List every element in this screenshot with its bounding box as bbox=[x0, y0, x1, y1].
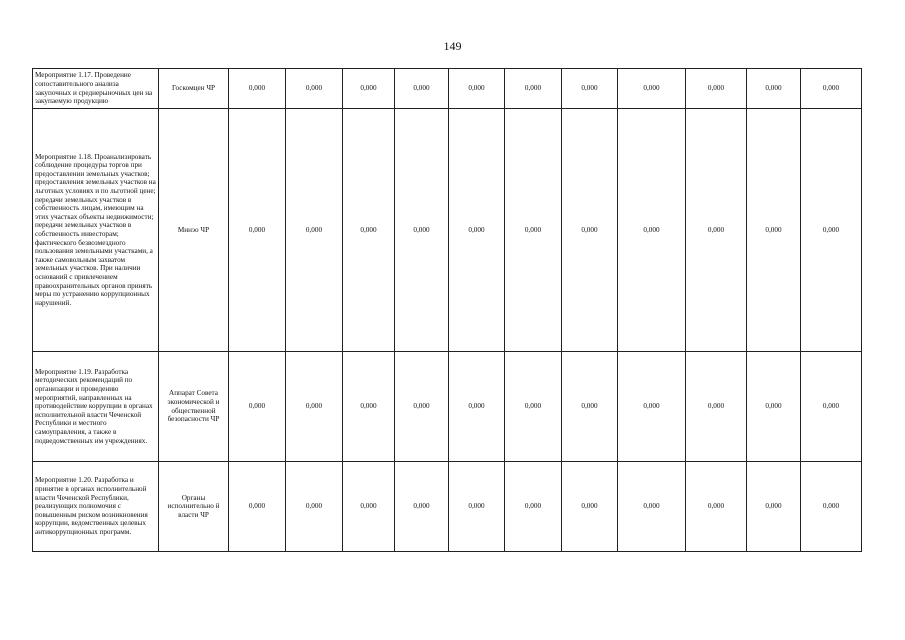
funding-value-cell: 0,000 bbox=[449, 109, 505, 352]
funding-value-cell: 0,000 bbox=[747, 109, 801, 352]
event-cell: Мероприятие 1.17. Проведение сопоставительного анализа закупочных и среднерыночных цен на закупаемую продукцию bbox=[33, 69, 159, 109]
funding-value-cell: 0,000 bbox=[286, 462, 343, 552]
funding-value-cell: 0,000 bbox=[562, 352, 618, 462]
funding-value-cell: 0,000 bbox=[801, 352, 862, 462]
funding-value-cell: 0,000 bbox=[618, 462, 686, 552]
funding-value-cell: 0,000 bbox=[747, 69, 801, 109]
funding-value-cell: 0,000 bbox=[286, 109, 343, 352]
funding-value-cell: 0,000 bbox=[618, 109, 686, 352]
event-cell: Мероприятие 1.20. Разработка и принятие в органах исполнительной власти Чеченской Республики, реализующих полномочия с повышенным риском возникновения коррупции, ведомственных целевых антикоррупционных программ. bbox=[33, 462, 159, 552]
funding-value-cell: 0,000 bbox=[343, 462, 395, 552]
executor-cell: Аппарат Совета экономической и общественной безопасности ЧР bbox=[159, 352, 229, 462]
executor-cell: Минэо ЧР bbox=[159, 109, 229, 352]
page-number: 149 bbox=[443, 39, 462, 53]
funding-value-cell: 0,000 bbox=[229, 462, 286, 552]
funding-value-cell: 0,000 bbox=[801, 69, 862, 109]
table-row bbox=[33, 109, 862, 352]
funding-value-cell: 0,000 bbox=[286, 69, 343, 109]
funding-value-cell: 0,000 bbox=[229, 109, 286, 352]
funding-value-cell: 0,000 bbox=[747, 352, 801, 462]
funding-value-cell: 0,000 bbox=[505, 69, 562, 109]
funding-value-cell: 0,000 bbox=[229, 352, 286, 462]
executor-cell: Госкомцен ЧР bbox=[159, 69, 229, 109]
funding-value-cell: 0,000 bbox=[449, 462, 505, 552]
funding-value-cell: 0,000 bbox=[618, 69, 686, 109]
funding-value-cell: 0,000 bbox=[505, 352, 562, 462]
program-table bbox=[32, 68, 862, 552]
funding-value-cell: 0,000 bbox=[562, 69, 618, 109]
funding-value-cell: 0,000 bbox=[229, 69, 286, 109]
funding-value-cell: 0,000 bbox=[395, 69, 449, 109]
funding-value-cell: 0,000 bbox=[505, 462, 562, 552]
funding-value-cell: 0,000 bbox=[686, 109, 747, 352]
table-row bbox=[33, 69, 862, 109]
funding-value-cell: 0,000 bbox=[343, 109, 395, 352]
table-row bbox=[33, 352, 862, 462]
funding-value-cell: 0,000 bbox=[286, 352, 343, 462]
executor-cell: Органы исполнительно й власти ЧР bbox=[159, 462, 229, 552]
funding-value-cell: 0,000 bbox=[686, 69, 747, 109]
funding-value-cell: 0,000 bbox=[343, 352, 395, 462]
funding-value-cell: 0,000 bbox=[618, 352, 686, 462]
funding-value-cell: 0,000 bbox=[562, 109, 618, 352]
funding-value-cell: 0,000 bbox=[449, 69, 505, 109]
funding-value-cell: 0,000 bbox=[343, 69, 395, 109]
funding-value-cell: 0,000 bbox=[801, 462, 862, 552]
funding-value-cell: 0,000 bbox=[395, 462, 449, 552]
funding-value-cell: 0,000 bbox=[801, 109, 862, 352]
funding-value-cell: 0,000 bbox=[562, 462, 618, 552]
event-cell: Мероприятие 1.19. Разработка методических рекомендаций по организации и проведению мероприятий, направленных на противодействие коррупции в органах исполнительной власти Чеченской Республики и местного самоуправления, а также в подведомственных им учреждениях. bbox=[33, 352, 159, 462]
funding-value-cell: 0,000 bbox=[395, 109, 449, 352]
funding-value-cell: 0,000 bbox=[505, 109, 562, 352]
funding-value-cell: 0,000 bbox=[395, 352, 449, 462]
table-row bbox=[33, 462, 862, 552]
funding-value-cell: 0,000 bbox=[686, 352, 747, 462]
event-cell: Мероприятие 1.18. Проанализировать соблюдение процедуры торгов при предоставлении земельных участков; предоставления земельных участков на льготных условиях и по льготной цене; передачи земельных участков в собственность лицам, имеющим на этих участках объекты недвижимости; передачи земельных участков в собственность инвесторам; фактического безвозмездного пользования земельными участками, а также самовольным захватом земельных участков. При наличии оснований с привлечением правоохранительных органов принять меры по устранению коррупционных нарушений. bbox=[33, 109, 159, 352]
funding-value-cell: 0,000 bbox=[686, 462, 747, 552]
funding-value-cell: 0,000 bbox=[747, 462, 801, 552]
funding-value-cell: 0,000 bbox=[449, 352, 505, 462]
